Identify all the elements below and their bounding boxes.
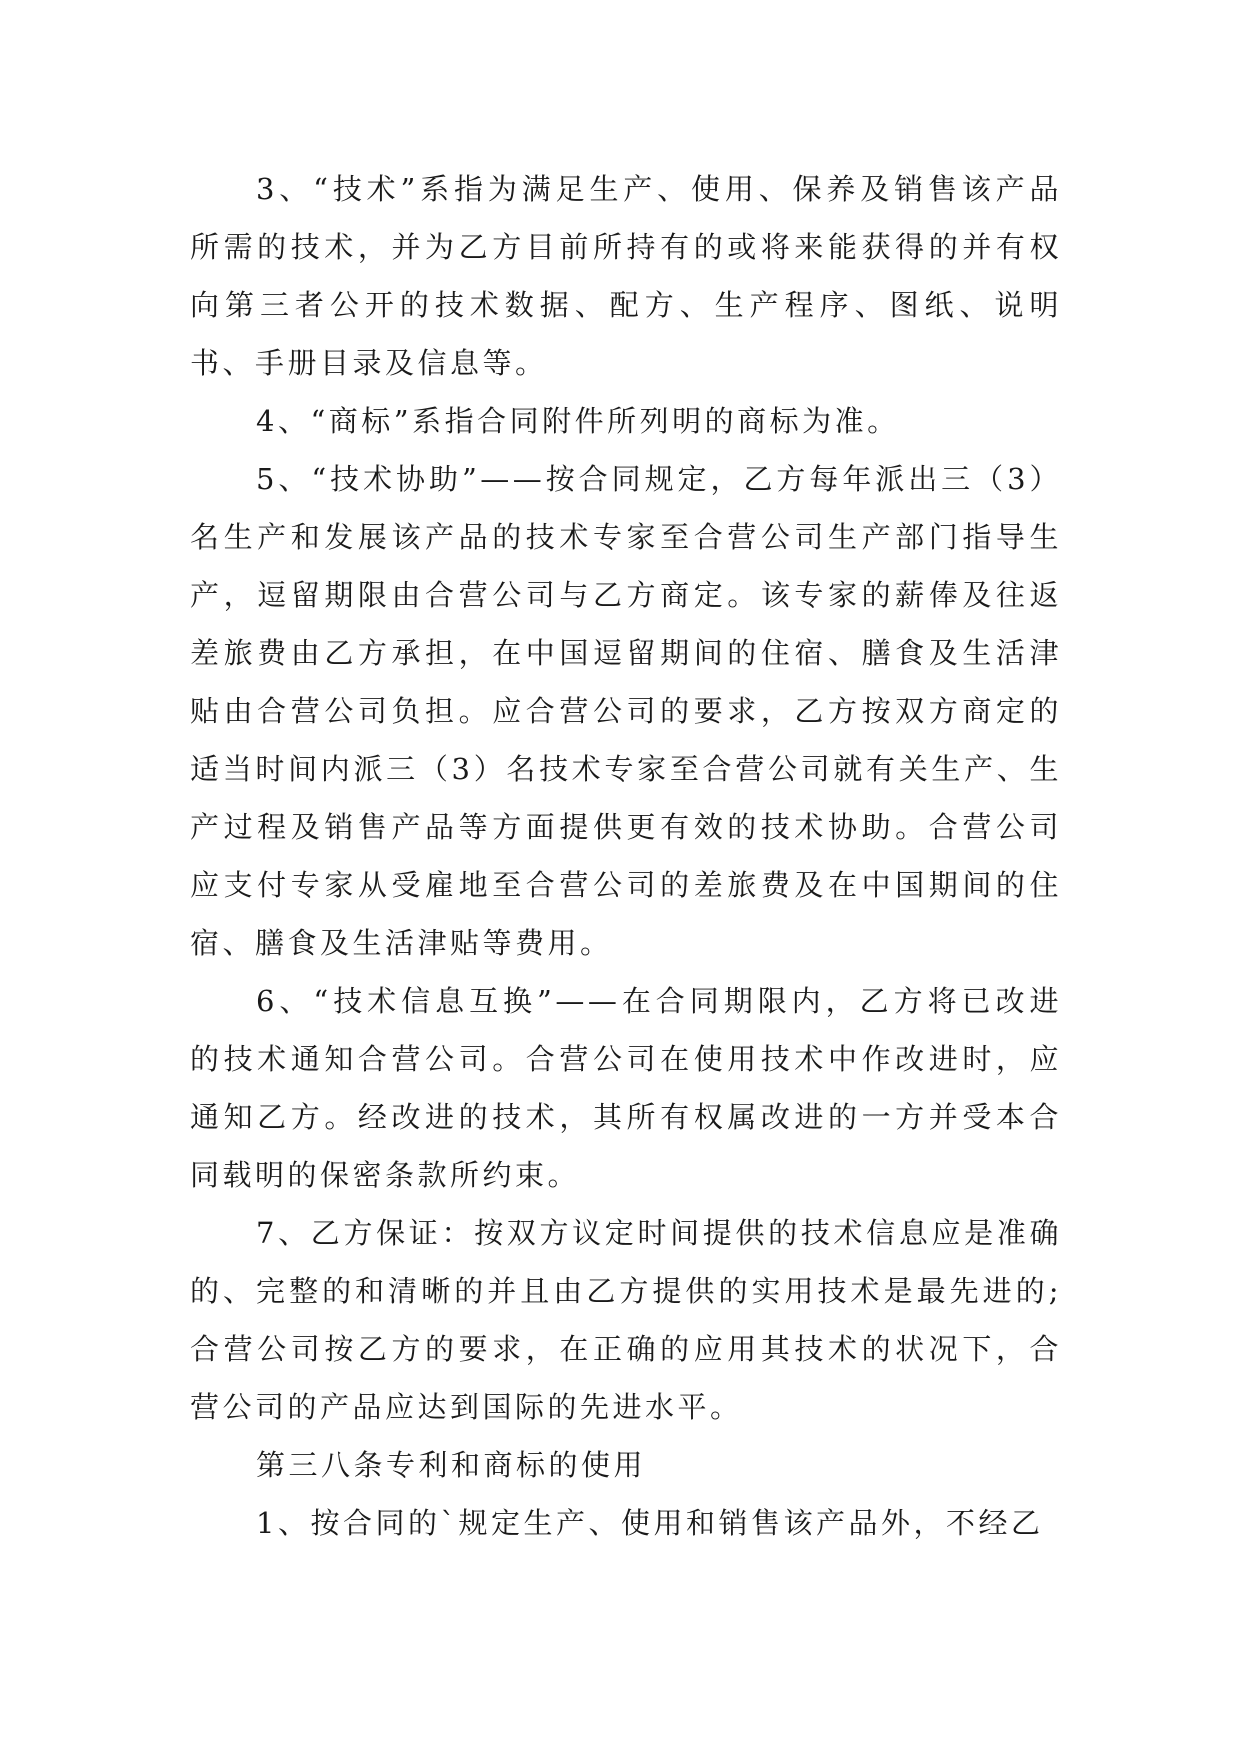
paragraph-trademark-definition: 4、“商标”系指合同附件所列明的商标为准。	[256, 404, 900, 438]
paragraph-technical-information-exchange: 6、“技术信息互换”——在合同期限内，乙方将已改进的技术通知合营公司。合营公司在使用技术中作改进时，应通知乙方。经改进的技术，其所有权属改进的一方并受本合同载明的保密条款所约束。	[190, 984, 1062, 1192]
paragraph-technology-definition: 3、“技术”系指为满足生产、使用、保养及销售该产品所需的技术，并为乙方目前所持有的或将来能获得的并有权向第三者公开的技术数据、配方、生产程序、图纸、说明书、手册目录及信息等。	[190, 172, 1062, 380]
paragraph-party-b-guarantee: 7、乙方保证：按双方议定时间提供的技术信息应是准确的、完整的和清晰的并且由乙方提供的实用技术是最先进的;合营公司按乙方的要求，在正确的应用其技术的状况下，合营公司的产品应达到国际的先进水平。	[190, 1216, 1062, 1424]
paragraph-technical-assistance: 5、“技术协助”——按合同规定，乙方每年派出三（3）名生产和发展该产品的技术专家至合营公司生产部门指导生产，逗留期限由合营公司与乙方商定。该专家的薪俸及往返差旅费由乙方承担，在中国逗留期间的住宿、膳食及生活津贴由合营公司负担。应合营公司的要求，乙方按双方商定的适当时间内派三（3）名技术专家至合营公司就有关生产、生产过程及销售产品等方面提供更有效的技术协助。合营公司应支付专家从受雇地至合营公司的差旅费及在中国期间的住宿、膳食及生活津贴等费用。	[190, 462, 1062, 960]
paragraph-patent-use-clause: 1、按合同的`规定生产、使用和销售该产品外，不经乙	[256, 1506, 1044, 1540]
article-heading-patent-trademark: 第三八条专利和商标的使用	[256, 1448, 647, 1482]
document-body	[190, 160, 1062, 1552]
